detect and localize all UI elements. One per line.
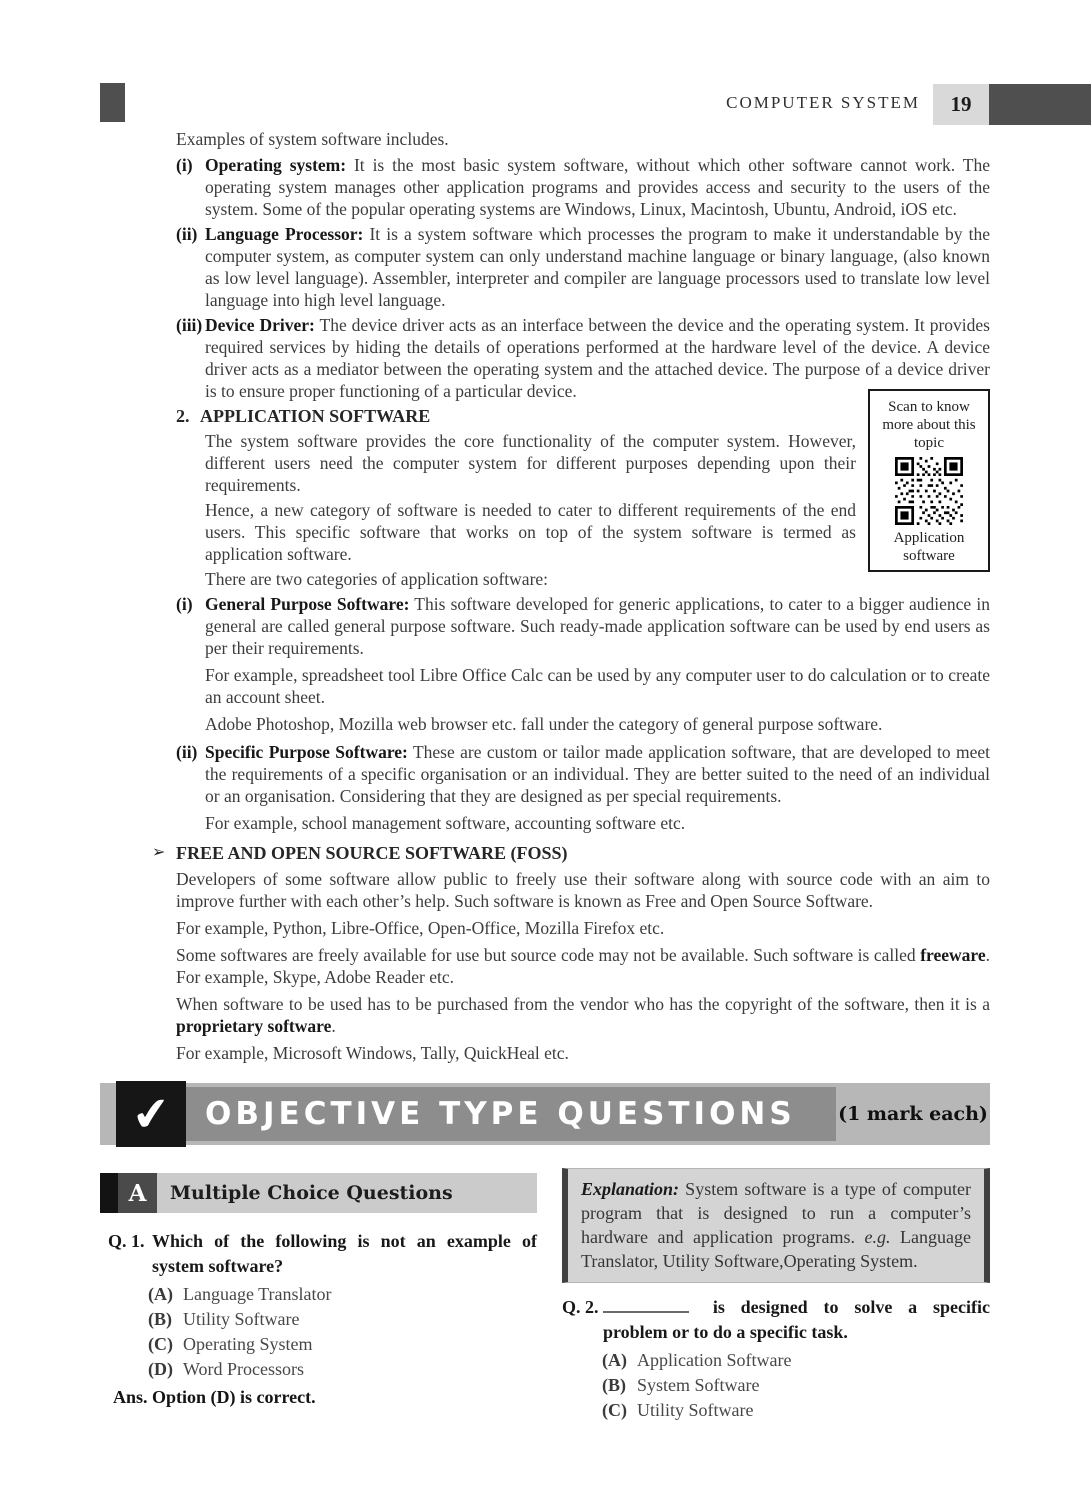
option-letter: (A) xyxy=(148,1284,173,1304)
list-item-specific-purpose xyxy=(176,741,990,834)
list-item-label: Specific Purpose Software: xyxy=(205,742,408,762)
list-item-text: It is the most basic system software, without which other software cannot work. The operating system manages other application programs and provides access and security to the users of the system. Some of the popular operating systems are Windows, Linux, Macintosh, Ubuntu, Android, iOS etc. xyxy=(205,155,990,219)
explanation-text: Language Translator, Utility Software,Operating System. xyxy=(581,1227,971,1271)
answer-text: Option (D) is correct. xyxy=(152,1387,316,1407)
running-head-chapter-title: COMPUTER SYSTEM xyxy=(726,93,920,112)
option-a xyxy=(100,1282,537,1307)
example-paragraph: Adobe Photoshop, Mozilla web browser etc. fall under the category of general purpose software. xyxy=(205,714,883,734)
list-item-label: General Purpose Software: xyxy=(205,594,410,614)
option-c xyxy=(100,1332,537,1357)
list-item-text: This software developed for generic applications, to cater to a bigger audience in general are called general purpose software. Such ready-made application software can be used by end users as per their requirements. xyxy=(205,594,990,658)
application-software-heading xyxy=(176,405,990,427)
list-item-language-processor xyxy=(176,223,990,311)
question-2 xyxy=(562,1295,990,1345)
foss-paragraph-5: For example, Microsoft Windows, Tally, QuickHeal etc. xyxy=(176,1043,569,1063)
fill-in-blank-line xyxy=(603,1300,689,1313)
foss-heading xyxy=(152,842,990,864)
option-letter: (D) xyxy=(148,1359,173,1379)
freeware-term: freeware xyxy=(920,945,986,965)
list-item-text: The device driver acts as an interface between the device and the operating system. It provides required services by hiding the details of operations performed at the hardware level of the device. A device driver acts as a mediator between the operating system and the attached device. The purpose of a device driver is to ensure proper functioning of a particular device. xyxy=(205,315,990,401)
question-text: Which of the following is not an example of system software? xyxy=(152,1231,537,1276)
question-1 xyxy=(100,1229,537,1279)
page-number-badge: 19 xyxy=(933,84,989,125)
option-text: Utility Software xyxy=(637,1400,754,1420)
list-item-text: These are custom or tailor made application software, that are developed to meet the requirements of a specific organisation or an individual. They are better suited to the need of an individual or an organisation. Considering that they are designed as per special requirements. xyxy=(205,742,990,806)
option-text: Utility Software xyxy=(183,1309,300,1329)
foss-paragraph-2: For example, Python, Libre-Office, Open-Office, Mozilla Firefox etc. xyxy=(176,918,665,938)
foss-paragraph-1: Developers of some software allow public to freely use their software along with source code with an aim to improve further with each other’s help. Such software is known as Free and Open Source Software. xyxy=(176,869,990,911)
option-b xyxy=(100,1307,537,1332)
list-item-text: It is a system software which processes the program to make it understandable by the computer system, as computer system can only understand machine language or binary language, (also known as low level language). Assembler, interpreter and compiler are language processors used to translate low level language into high level language. xyxy=(205,224,991,310)
option-text: Application Software xyxy=(637,1350,792,1370)
example-paragraph: For example, school management software, accounting software etc. xyxy=(205,813,686,833)
option-b xyxy=(562,1373,990,1398)
question-1-answer xyxy=(100,1385,537,1410)
list-item-device-driver xyxy=(176,314,990,402)
foss-paragraph-4 xyxy=(176,993,990,1037)
answer-label: Ans. xyxy=(113,1387,148,1407)
mcq-section-header xyxy=(100,1173,537,1213)
list-item-operating-system xyxy=(176,154,990,220)
option-d xyxy=(100,1357,537,1382)
application-software-section xyxy=(176,399,990,565)
paragraph-text: . For example, Skype, Adobe Reader etc. xyxy=(176,945,990,987)
section-letter-badge: A xyxy=(118,1173,157,1213)
list-item-general-purpose xyxy=(176,593,990,735)
option-letter: (A) xyxy=(602,1350,627,1370)
body-text-column xyxy=(152,128,991,1068)
list-item-number: (ii) xyxy=(176,742,198,762)
list-item-label: Operating system: xyxy=(205,155,347,175)
option-c xyxy=(562,1398,990,1423)
option-text: Language Translator xyxy=(183,1284,332,1304)
qa-left-column xyxy=(100,1168,537,1410)
explanation-box xyxy=(562,1168,990,1283)
heading-number: 2. xyxy=(176,406,190,426)
option-text: Operating System xyxy=(183,1334,313,1354)
paragraph-text: Some softwares are freely available for use but source code may not be available. Such software is called xyxy=(176,945,921,965)
question-text: is designed to solve a specific problem or to do a specific task. xyxy=(603,1297,990,1342)
checkmark-icon: ✔ xyxy=(129,1085,173,1143)
paragraph-text: When software to be used has to be purchased from the vendor who has the copyright of the software, then it is a xyxy=(176,994,990,1014)
option-letter: (C) xyxy=(148,1334,173,1354)
list-item-label: Language Processor: xyxy=(205,224,364,244)
app-software-paragraph-3: There are two categories of application software: xyxy=(205,569,549,589)
banner-title-bar xyxy=(186,1087,836,1141)
scan-caption: Application software xyxy=(893,530,965,564)
heading-text: FREE AND OPEN SOURCE SOFTWARE (FOSS) xyxy=(176,843,568,863)
eg-abbreviation: e.g. xyxy=(864,1227,891,1247)
corner-decoration-block xyxy=(100,83,125,122)
app-software-paragraph-1: The system software provides the core functionality of the computer system. However, different users need the computer system for different purposes depending upon their requirements. xyxy=(205,431,856,495)
header-black-strip xyxy=(100,1173,118,1213)
question-2-options xyxy=(562,1348,990,1423)
app-software-paragraph-2: Hence, a new category of software is needed to cater to different requirements of the end users. This specific software that works on top of the system software is termed as application software. xyxy=(205,500,856,564)
qa-right-column xyxy=(562,1168,990,1423)
option-text: System Software xyxy=(637,1375,760,1395)
explanation-label: Explanation: xyxy=(581,1179,680,1199)
example-paragraph: For example, spreadsheet tool Libre Office Calc can be used by any computer user to do calculation or to create an account sheet. xyxy=(205,665,990,707)
objective-questions-banner xyxy=(100,1083,990,1145)
option-letter: (C) xyxy=(602,1400,627,1420)
list-item-number: (ii) xyxy=(176,224,198,244)
banner-title: OBJECTIVE TYPE QUESTIONS xyxy=(205,1096,796,1132)
option-letter: (B) xyxy=(148,1309,172,1329)
explanation-text: System software is a type of computer program that is designed to run a computer’s hardware and application programs. xyxy=(581,1179,971,1247)
question-1-options xyxy=(100,1282,537,1382)
option-letter: (B) xyxy=(602,1375,626,1395)
scan-lead-text: Scan to know more about this topic xyxy=(882,399,976,451)
checkmark-badge xyxy=(116,1081,186,1147)
list-item-label: Device Driver: xyxy=(205,315,315,335)
arrowhead-bullet-icon: ➢ xyxy=(152,844,166,861)
list-item-number: (iii) xyxy=(176,315,203,335)
qa-columns xyxy=(100,1168,990,1423)
heading-text: APPLICATION SOFTWARE xyxy=(200,406,431,426)
foss-paragraph-3 xyxy=(176,944,990,988)
option-a xyxy=(562,1348,990,1373)
banner-marks-label: (1 mark each) xyxy=(838,1103,988,1125)
list-item-number: (i) xyxy=(176,155,193,175)
paragraph-text: . xyxy=(331,1016,336,1036)
intro-paragraph: Examples of system software includes. xyxy=(176,129,449,149)
proprietary-term: proprietary software xyxy=(176,1016,332,1036)
header-decoration-bar xyxy=(989,84,1091,125)
question-number: Q. 2. xyxy=(562,1297,599,1317)
option-text: Word Processors xyxy=(183,1359,305,1379)
list-item-number: (i) xyxy=(176,594,193,614)
mcq-section-title: Multiple Choice Questions xyxy=(170,1182,453,1204)
question-number: Q. 1. xyxy=(108,1231,145,1251)
